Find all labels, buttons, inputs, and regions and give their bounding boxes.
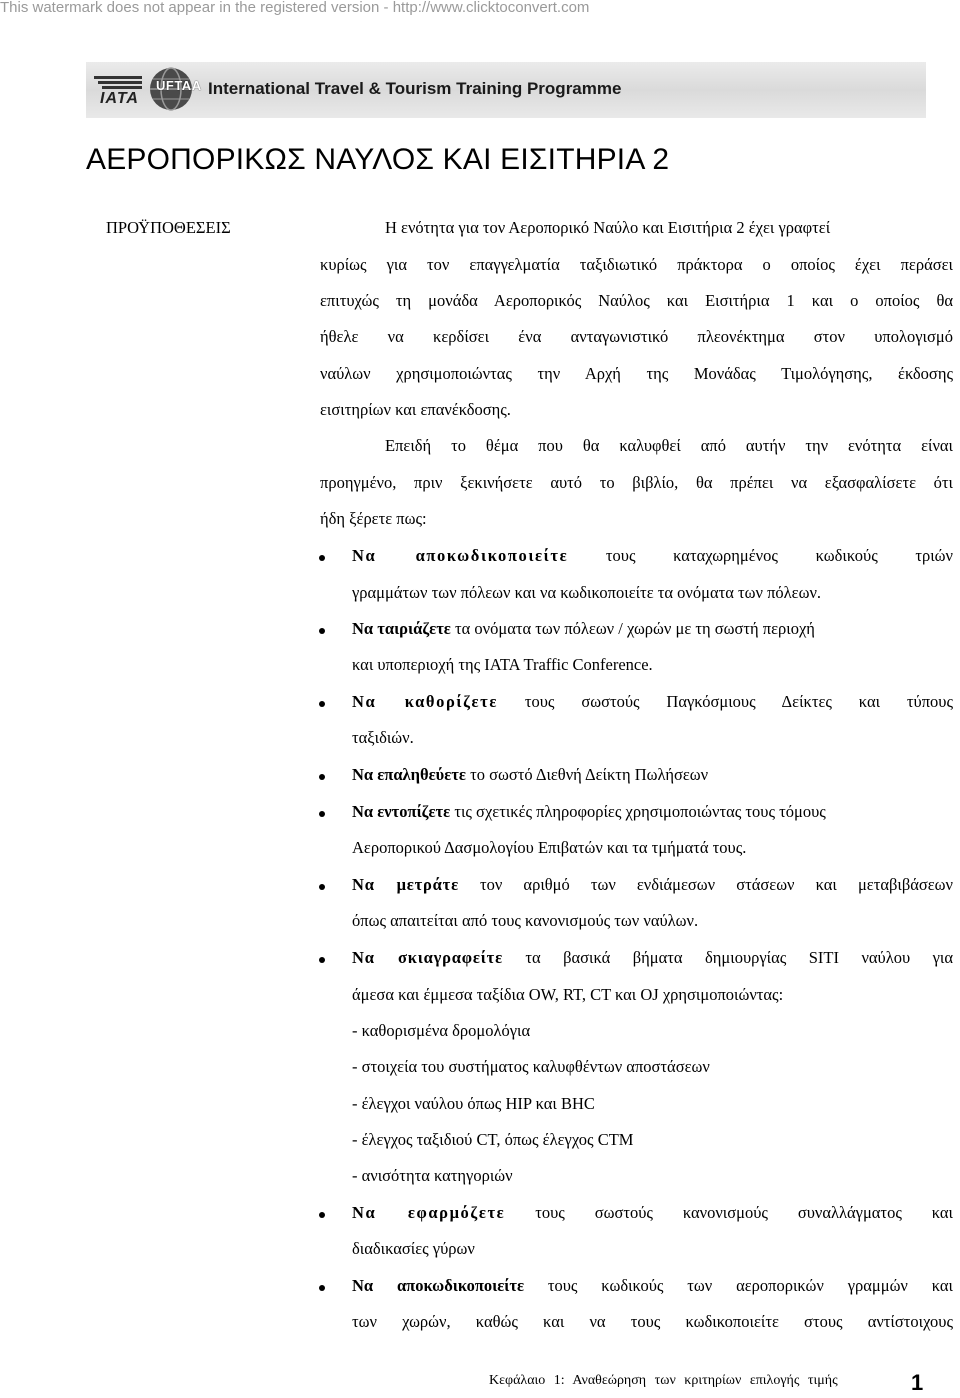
intro-line: ήθελε να κερδίσει ένα ανταγωνιστικό πλεονέκτημα στον υπολογισμό <box>320 327 953 346</box>
bullet-keyword: Να εφαρμόζετε <box>352 1203 506 1222</box>
sublist-item: - ανισότητα κατηγοριών <box>352 1166 513 1185</box>
bullet-line: Να αποκωδικοποιείτε τους κωδικούς των αεροπορικών γραμμών και <box>352 1276 953 1295</box>
document-title: ΑΕΡΟΠΟΡΙΚΩΣ ΝΑΥΛΟΣ ΚΑΙ ΕΙΣΙΤΗΡΙΑ 2 <box>86 143 670 176</box>
requirements-label: ΠΡΟΫΠΟΘΕΣΕΙΣ <box>106 218 231 237</box>
watermark-text: This watermark does not appear in the registered version - http://www.clicktoconvert.com <box>0 0 590 16</box>
bullet-line: των χωρών, καθώς και να τους κωδικοποιείτε στους αντίστοιχους <box>352 1312 953 1331</box>
iata-logo-text: IATA <box>100 90 139 107</box>
header-banner <box>86 62 926 118</box>
bullet-marker <box>319 555 325 561</box>
bullet-keyword: Να ταιριάζετε <box>352 619 451 638</box>
intro-line: κυρίως για τον επαγγελματία ταξιδιωτικό πράκτορα ο οποίος έχει περάσει <box>320 255 953 274</box>
bullet-line: Να αποκωδικοποιείτε τους καταχωρημένος κωδικούς τριών <box>352 546 953 565</box>
sublist-item: - στοιχεία του συστήματος καλυφθέντων αποστάσεων <box>352 1057 710 1076</box>
bullet-keyword: Να μετράτε <box>352 875 459 894</box>
intro-line: Η ενότητα για τον Αεροπορικό Ναύλο και Εισιτήρια 2 έχει γραφτεί <box>385 218 831 237</box>
uftaa-logo-text: UFTAA <box>156 78 202 93</box>
bullet-keyword: Να εντοπίζετε <box>352 802 451 821</box>
intro-line: ναύλων χρησιμοποιώντας την Αρχή της Μονάδας Τιμολόγησης, έκδοσης <box>320 364 953 383</box>
bullet-line: Να μετράτε τον αριθμό των ενδιάμεσων στάσεων και μεταβιβάσεων <box>352 875 954 894</box>
bullet-line: Να σκιαγραφείτε τα βασικά βήματα δημιουργίας SITI ναύλου για <box>352 948 953 967</box>
para-line: ήδη ξέρετε πως: <box>320 509 427 528</box>
intro-line: επιτυχώς τη μονάδα Αεροπορικός Ναύλος και Εισιτήρια 1 και ο οποίος θα <box>320 291 953 310</box>
bullet-line: Να εφαρμόζετε τους σωστούς κανονισμούς συναλλάγματος και <box>352 1203 953 1222</box>
bullet-line: Να καθορίζετε τους σωστούς Παγκόσμιους Δείκτες και τύπους <box>352 692 953 711</box>
bullet-line: ταξιδιών. <box>352 728 414 747</box>
bullet-marker <box>319 774 325 780</box>
sublist-item: - έλεγχοι ναύλου όπως HIP και BHC <box>352 1094 595 1113</box>
bullet-keyword: Να αποκωδικοποιείτε <box>352 1276 525 1295</box>
bullet-line: Να επαληθεύετε το σωστό Διεθνή Δείκτη Πωλήσεων <box>352 765 709 784</box>
programme-title: International Travel & Tourism Training Programme <box>208 79 622 98</box>
bullet-line: Να ταιριάζετε τα ονόματα των πόλεων / χωρών με τη σωστή περιοχή <box>352 619 815 638</box>
para-line: προηγμένο, πριν ξεκινήσετε αυτό το βιβλίο, θα πρέπει να εξασφαλίσετε ότι <box>320 473 953 492</box>
bullet-marker <box>319 701 325 707</box>
para-line: Επειδή το θέμα που θα καλυφθεί από αυτήν την ενότητα είναι <box>385 436 953 455</box>
bullet-keyword: Να σκιαγραφείτε <box>352 948 503 967</box>
page-footer: Κεφάλαιο 1: Αναθεώρηση των κριτηρίων επιλογής τιμής <box>489 1373 838 1388</box>
bullet-line: γραμμάτων των πόλεων και να κωδικοποιείτε τα ονόματα των πόλεων. <box>352 583 822 602</box>
bullet-marker <box>319 628 325 634</box>
bullet-line: διαδικασίες γύρων <box>352 1239 475 1258</box>
bullet-marker <box>319 884 325 890</box>
bullet-keyword: Να επαληθεύετε <box>352 765 466 784</box>
bullet-line: Αεροπορικού Δασμολογίου Επιβατών και τα τμήματά τους. <box>352 838 747 857</box>
bullet-line: και υποπεριοχή της IATA Traffic Conference. <box>352 655 653 674</box>
bullet-keyword: Να αποκωδικοποιείτε <box>352 546 569 565</box>
bullet-line: άμεσα και έμμεσα ταξίδια OW, RT, CT και OJ χρησιμοποιώντας: <box>352 985 784 1004</box>
bullet-line: όπως απαιτείται από τους κανονισμούς των ναύλων. <box>352 911 699 930</box>
intro-line: εισιτηρίων και επανέκδοσης. <box>320 400 511 419</box>
bullet-marker <box>319 1285 325 1291</box>
sublist-item: - έλεγχος ταξιδιού CT, όπως έλεγχος CTM <box>352 1130 634 1149</box>
page-number: 1 <box>911 1370 924 1395</box>
bullet-line: Να εντοπίζετε τις σχετικές πληροφορίες χρησιμοποιώντας τους τόμους <box>352 802 826 821</box>
bullet-keyword: Να καθορίζετε <box>352 692 499 711</box>
sublist-item: - καθορισμένα δρομολόγια <box>352 1021 531 1040</box>
bullet-marker <box>319 811 325 817</box>
bullet-marker <box>319 957 325 963</box>
bullet-marker <box>319 1212 325 1218</box>
